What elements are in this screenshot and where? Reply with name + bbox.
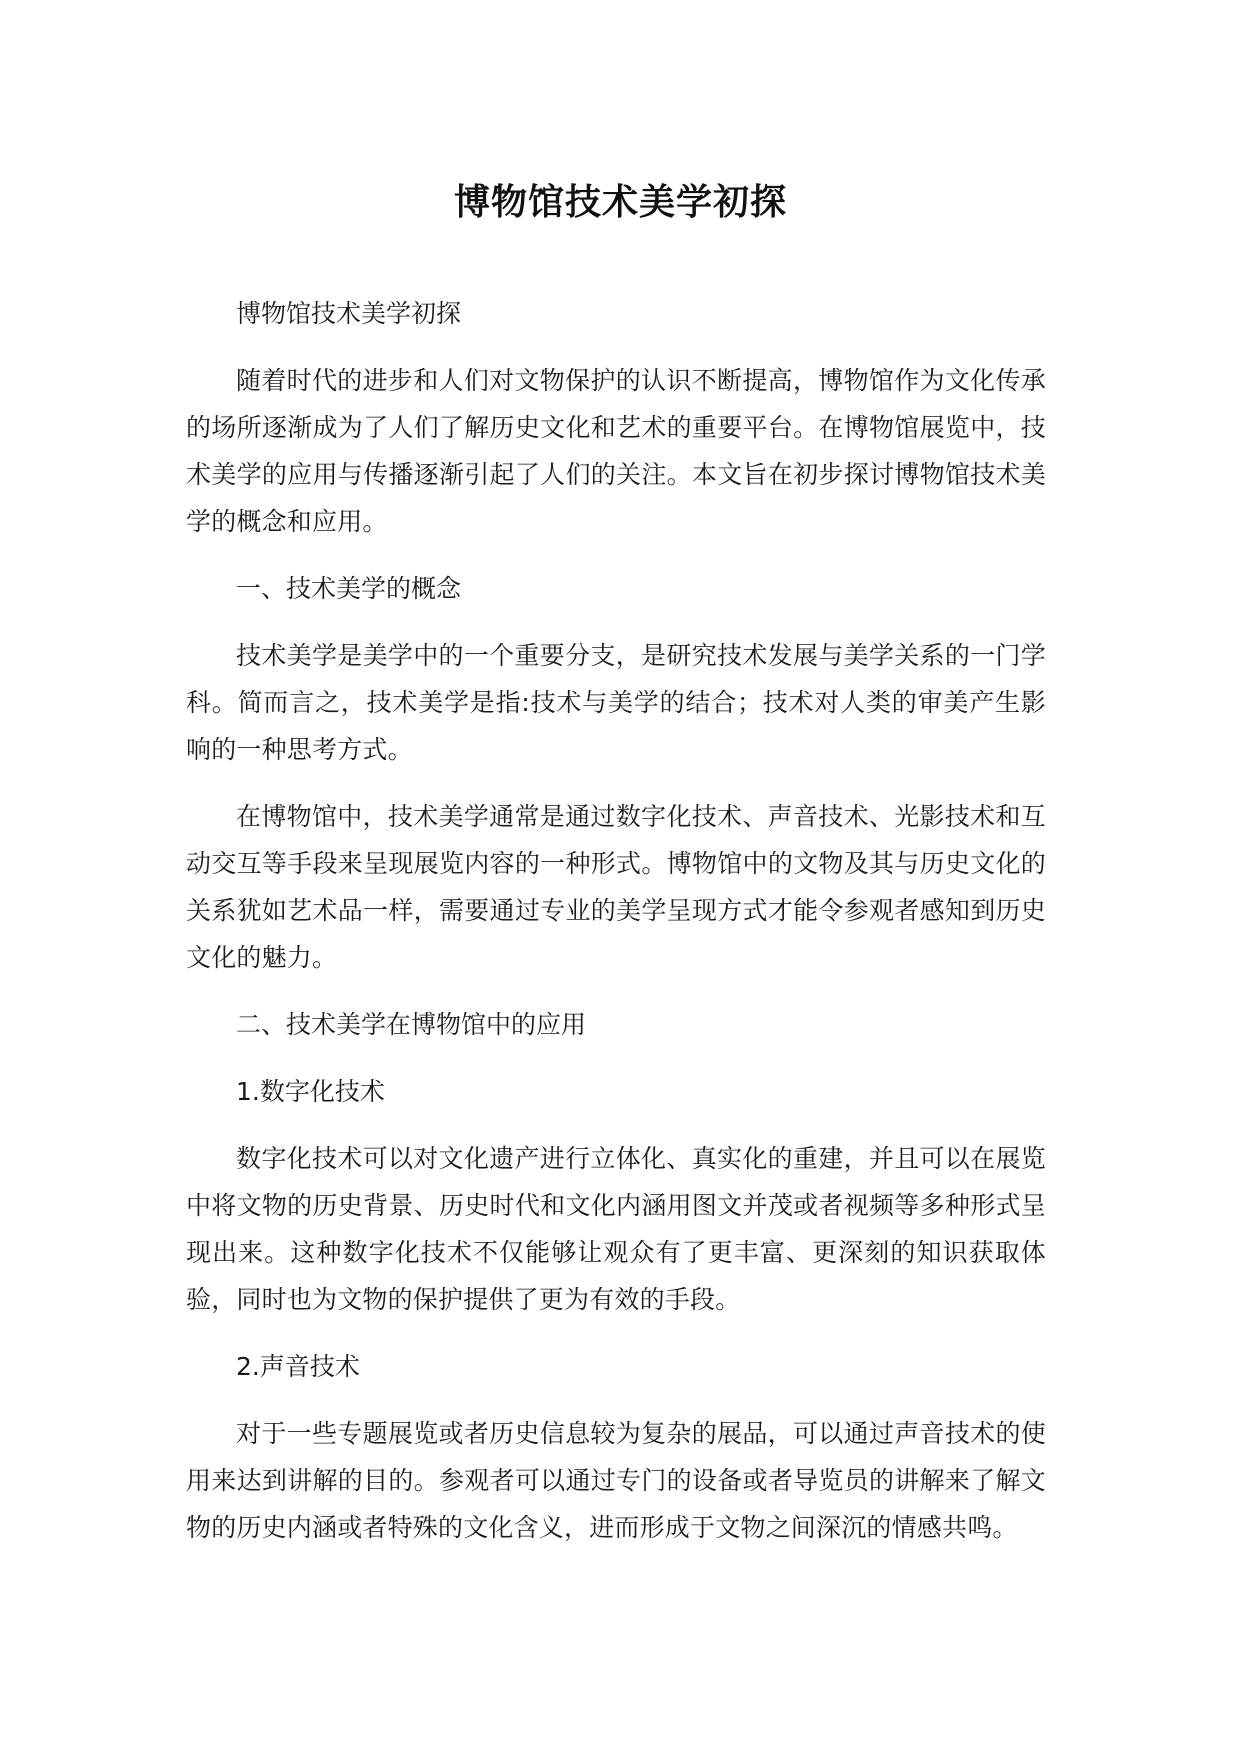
intro-paragraph: 随着时代的进步和人们对文物保护的认识不断提高，博物馆作为文化传承的场所逐渐成为了人们了解历史文化和艺术的重要平台。在博物馆展览中，技术美学的应用与传播逐渐引起了人们的关注。本文旨在初步探讨博物馆技术美学的概念和应用。	[186, 366, 1046, 536]
digital-paragraph: 数字化技术可以对文化遗产进行立体化、真实化的重建，并且可以在展览中将文物的历史背景、历史时代和文化内涵用图文并茂或者视频等多种形式呈现出来。这种数字化技术不仅能够让观众有了更丰富、更深刻的知识获取体验，同时也为文物的保护提供了更为有效的手段。	[186, 1144, 1046, 1314]
section-heading-concept: 一、技术美学的概念	[236, 574, 462, 603]
sound-paragraph: 对于一些专题展览或者历史信息较为复杂的展品，可以通过声音技术的使用来达到讲解的目的。参观者可以通过专门的设备或者导览员的讲解来了解文物的历史内涵或者特殊的文化含义，进而形成于文物之间深沉的情感共鸣。	[186, 1419, 1046, 1542]
section-heading-application: 二、技术美学在博物馆中的应用	[236, 1010, 587, 1039]
document-body	[186, 290, 1046, 1571]
document-title: 博物馆技术美学初探	[453, 182, 787, 223]
subsection-heading-sound: 2.声音技术	[236, 1352, 360, 1381]
concept-paragraph-2: 在博物馆中，技术美学通常是通过数字化技术、声音技术、光影技术和互动交互等手段来呈现展览内容的一种形式。博物馆中的文物及其与历史文化的关系犹如艺术品一样，需要通过专业的美学呈现方式才能令参观者感知到历史文化的魅力。	[186, 802, 1046, 972]
subsection-heading-digital: 1.数字化技术	[236, 1077, 385, 1106]
concept-paragraph-1: 技术美学是美学中的一个重要分支，是研究技术发展与美学关系的一门学科。简而言之，技术美学是指:技术与美学的结合；技术对人类的审美产生影响的一种思考方式。	[186, 641, 1046, 764]
body-subtitle: 博物馆技术美学初探	[236, 299, 462, 328]
